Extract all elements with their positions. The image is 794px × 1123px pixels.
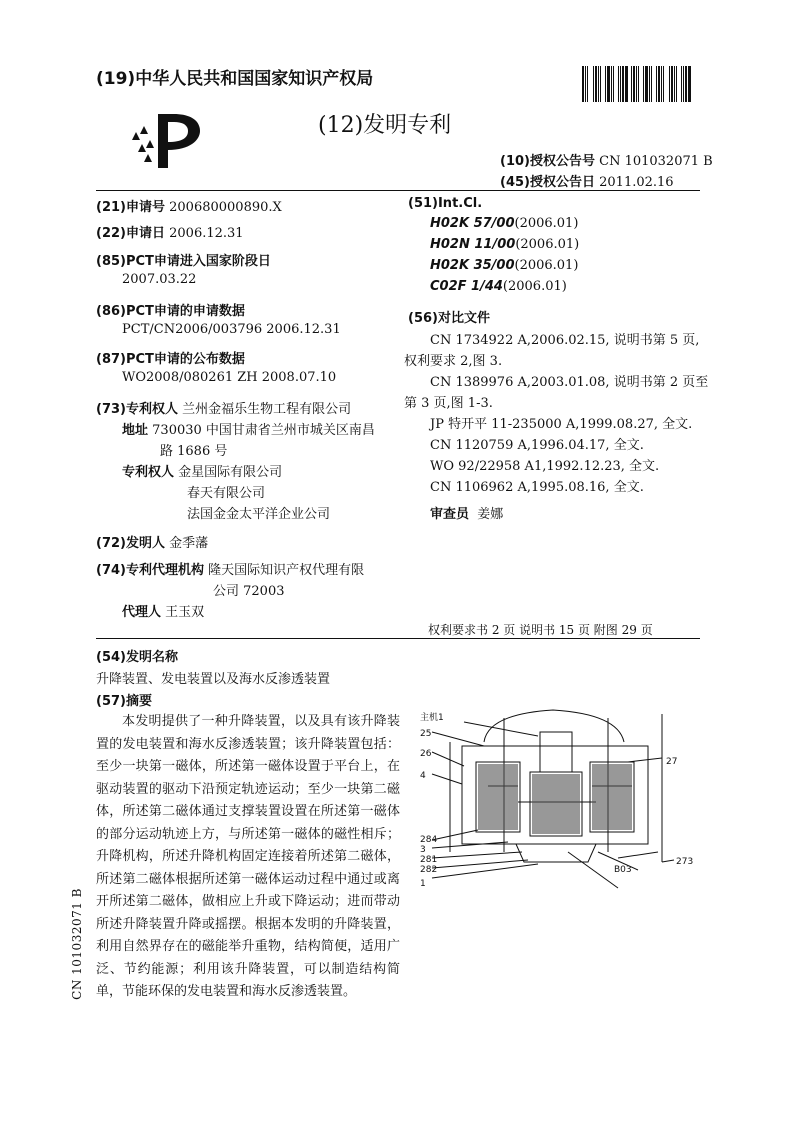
fig-label: 3 [420,845,426,855]
fig-label: 273 [676,857,694,867]
fig-label: 1 [420,879,426,889]
page-counts: 权利要求书 2 页 说明书 15 页 附图 29 页 [428,623,653,637]
pub-no-row [500,150,713,169]
app-no-row [96,196,282,215]
pct-pub: WO2008/080261 ZH 2008.07.10 [122,370,337,385]
ref-line: CN 1389976 A,2003.01.08, 说明书第 2 页至 [430,375,709,390]
side-doc-number: CN 101032071 B [70,888,84,1000]
ipc-row [430,237,579,252]
ipc-label: (51)Int.Cl. [408,196,483,211]
ref-line: 第 3 页,图 1-3. [404,396,493,411]
pct-entry-label: (85)PCT申请进入国家阶段日 [96,254,271,269]
agency-label: (74)专利代理机构 [96,563,204,578]
ipc-code: H02K 35/00 [430,258,515,273]
app-no: 200680000890.X [169,200,282,215]
fig-label: 284 [420,835,438,845]
agent-label: 代理人 [122,605,162,620]
sipo-logo [128,110,204,172]
patentee2-1: 金星国际有限公司 [178,465,283,480]
abstract-figure [418,702,700,922]
invention-title: 升降装置、发电装置以及海水反渗透装置 [96,672,331,687]
agency-line-2: 公司 72003 [213,584,285,599]
app-date: 2006.12.31 [169,226,244,241]
inventor-row [96,532,208,551]
app-date-row [96,222,244,241]
fig-label: 25 [420,729,432,739]
pub-date-label: (45)授权公告日 [500,175,595,190]
address-row [122,419,375,438]
title-label: (54)发明名称 [96,650,178,665]
pct-pub-label: (87)PCT申请的公布数据 [96,352,245,367]
fig-label: 27 [666,757,678,767]
pct-app: PCT/CN2006/003796 2006.12.31 [122,322,341,337]
patentee: 兰州金福乐生物工程有限公司 [182,402,352,417]
pct-entry: 2007.03.22 [122,272,197,287]
patentee2-label: 专利权人 [122,465,175,480]
ref-line: CN 1120759 A,1996.04.17, 全文. [430,438,644,453]
examiner-label: 审查员 [430,507,470,522]
address-label: 地址 [122,423,149,438]
address-line-1: 730030 中国甘肃省兰州市城关区南昌 [152,423,375,438]
pub-no: CN 101032071 B [599,154,713,169]
fig-label: 4 [420,771,426,781]
ipc-version: (2006.01) [515,237,580,252]
patentee2-3: 法国金金太平洋企业公司 [187,507,331,522]
abstract-label: (57)摘要 [96,694,152,709]
header-divider [96,190,700,191]
ref-line: 权利要求 2,图 3. [404,354,503,369]
agency-row [96,559,364,578]
ref-line: CN 1106962 A,1995.08.16, 全文. [430,480,644,495]
pct-app-label: (86)PCT申请的申请数据 [96,304,245,319]
pub-date: 2011.02.16 [599,175,674,190]
ipc-code: H02K 57/00 [430,216,515,231]
ref-line: WO 92/22958 A1,1992.12.23, 全文. [430,459,660,474]
agent: 王玉双 [165,605,205,620]
office-name: (19)中华人民共和国国家知识产权局 [96,69,374,89]
ipc-code: H02N 11/00 [430,237,516,252]
ref-line: CN 1734922 A,2006.02.15, 说明书第 5 页, [430,333,700,348]
patentee2-2: 春天有限公司 [187,486,266,501]
patentee2-row [122,461,282,480]
barcode [582,66,698,102]
ipc-row [430,258,578,273]
fig-label: 26 [420,749,432,759]
body-divider [96,638,700,639]
fig-label: B03 [614,865,632,875]
inventor-label: (72)发明人 [96,536,165,551]
examiner-row [430,503,503,522]
pub-date-row [500,171,674,190]
ipc-row [430,216,578,231]
address-line-2: 路 1686 号 [160,444,228,459]
ipc-version: (2006.01) [514,258,579,273]
patentee-row [96,398,351,417]
ipc-version: (2006.01) [514,216,579,231]
fig-label: 282 [420,865,438,875]
ref-line: JP 特开平 11-235000 A,1999.08.27, 全文. [430,417,693,432]
agent-row [122,601,204,620]
fig-label: 281 [420,855,438,865]
abstract-text: 本发明提供了一种升降装置，以及具有该升降装置的发电装置和海水反渗透装置；该升降装置包括：至少一块第一磁体，所述第一磁体设置于平台上，在驱动装置的驱动下沿预定轨迹运动；至少一块第二磁体，所述第二磁体通过支撑装置设置在所述第一磁体的部分运动轨迹上方，与所述第一磁体的磁性相斥；升降机构，所述升降机构固定连接着所述第二磁体，所述第二磁体根据所述第一磁体运动过程中通过或离开所述第二磁体，做相应上升或下降运动；进而带动所述升降装置升降或摇摆。根据本发明的升降装置，利用自然界存在的磁能举升重物，结构简便，适用广泛、节约能源；利用该升降装置，可以制造结构简单，节能环保的发电装置和海水反渗透装置。 [96,714,400,999]
refs-label: (56)对比文件 [408,311,490,326]
inventor: 金季藩 [169,536,209,551]
ipc-row [430,279,567,294]
fig-label: 主机1 [420,713,444,723]
app-no-label: (21)申请号 [96,200,165,215]
agency-line-1: 隆天国际知识产权代理有限 [208,563,365,578]
pub-no-label: (10)授权公告号 [500,154,595,169]
app-date-label: (22)申请日 [96,226,165,241]
patentee-label: (73)专利权人 [96,402,178,417]
examiner: 姜娜 [477,507,504,522]
ipc-code: C02F 1/44 [430,279,503,294]
document-type: (12)发明专利 [318,113,452,138]
ipc-version: (2006.01) [502,279,567,294]
